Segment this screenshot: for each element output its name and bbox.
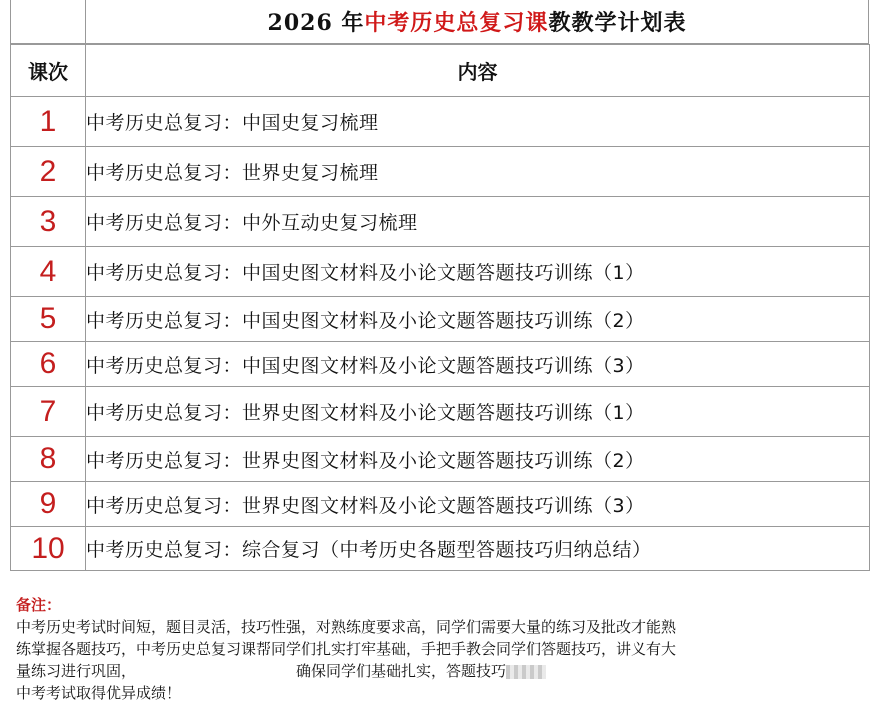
- table-row: [11, 97, 870, 147]
- notes-label: 备注：: [16, 596, 62, 614]
- table-row: [11, 482, 870, 527]
- title-highlight: 中考历史总复习课: [364, 10, 549, 36]
- table-row: [11, 197, 870, 247]
- table-row: [11, 437, 870, 482]
- lesson-number: 4: [11, 247, 86, 297]
- notes-line-3: [16, 660, 866, 682]
- table-row: [11, 527, 870, 571]
- lesson-content: 中考历史总复习：中外互动史复习梳理: [86, 197, 870, 247]
- lesson-content: 中考历史总复习：中国史图文材料及小论文题答题技巧训练（3）: [86, 342, 870, 387]
- lesson-content: 中考历史总复习：中国史图文材料及小论文题答题技巧训练（2）: [86, 297, 870, 342]
- table-row: [11, 387, 870, 437]
- table-header-row: [11, 45, 870, 97]
- table-row: [11, 342, 870, 387]
- title-left-cell: [11, 0, 86, 44]
- notes-line-3a: 量练习进行巩固，: [16, 662, 137, 680]
- lesson-content: 中考历史总复习：世界史图文材料及小论文题答题技巧训练（1）: [86, 387, 870, 437]
- title-prefix: 2026 年: [267, 10, 365, 36]
- lesson-number: 2: [11, 147, 86, 197]
- lesson-number: 5: [11, 297, 86, 342]
- title-row: [10, 0, 869, 44]
- lesson-content: 中考历史总复习：中国史图文材料及小论文题答题技巧训练（1）: [86, 247, 870, 297]
- notes-section: [16, 594, 866, 704]
- notes-line-3b: 确保同学们基础扎实，答题技巧: [296, 662, 507, 680]
- lesson-content: 中考历史总复习：世界史图文材料及小论文题答题技巧训练（3）: [86, 482, 870, 527]
- notes-line-1: 中考历史考试时间短，题目灵活，技巧性强，对熟练度要求高，同学们需要大量的练习及批改才能熟: [16, 618, 677, 636]
- table-row: [11, 147, 870, 197]
- blurred-watermark: [506, 665, 546, 679]
- lesson-content: 中考历史总复习：世界史图文材料及小论文题答题技巧训练（2）: [86, 437, 870, 482]
- notes-line-4: 中考考试取得优异成绩！: [16, 684, 182, 702]
- lesson-number: 7: [11, 387, 86, 437]
- lesson-number: 10: [11, 527, 86, 571]
- lesson-content: 中考历史总复习：综合复习（中考历史各题型答题技巧归纳总结）: [86, 527, 870, 571]
- header-lesson-number: 课次: [11, 45, 86, 97]
- lesson-number: 9: [11, 482, 86, 527]
- lesson-content: 中考历史总复习：世界史复习梳理: [86, 147, 870, 197]
- title-suffix: 教教学计划表: [548, 10, 687, 36]
- page-title: [86, 6, 868, 37]
- lesson-number: 3: [11, 197, 86, 247]
- lesson-content: 中考历史总复习：中国史复习梳理: [86, 97, 870, 147]
- notes-line-2: 练掌握各题技巧，中考历史总复习课帮同学们扎实打牢基础，手把手教会同学们答题技巧，讲义有大: [16, 640, 677, 658]
- lesson-number: 8: [11, 437, 86, 482]
- header-content: 内容: [86, 45, 870, 97]
- table-row: [11, 247, 870, 297]
- lesson-plan-table: [10, 44, 870, 571]
- lesson-number: 1: [11, 97, 86, 147]
- lesson-number: 6: [11, 342, 86, 387]
- table-row: [11, 297, 870, 342]
